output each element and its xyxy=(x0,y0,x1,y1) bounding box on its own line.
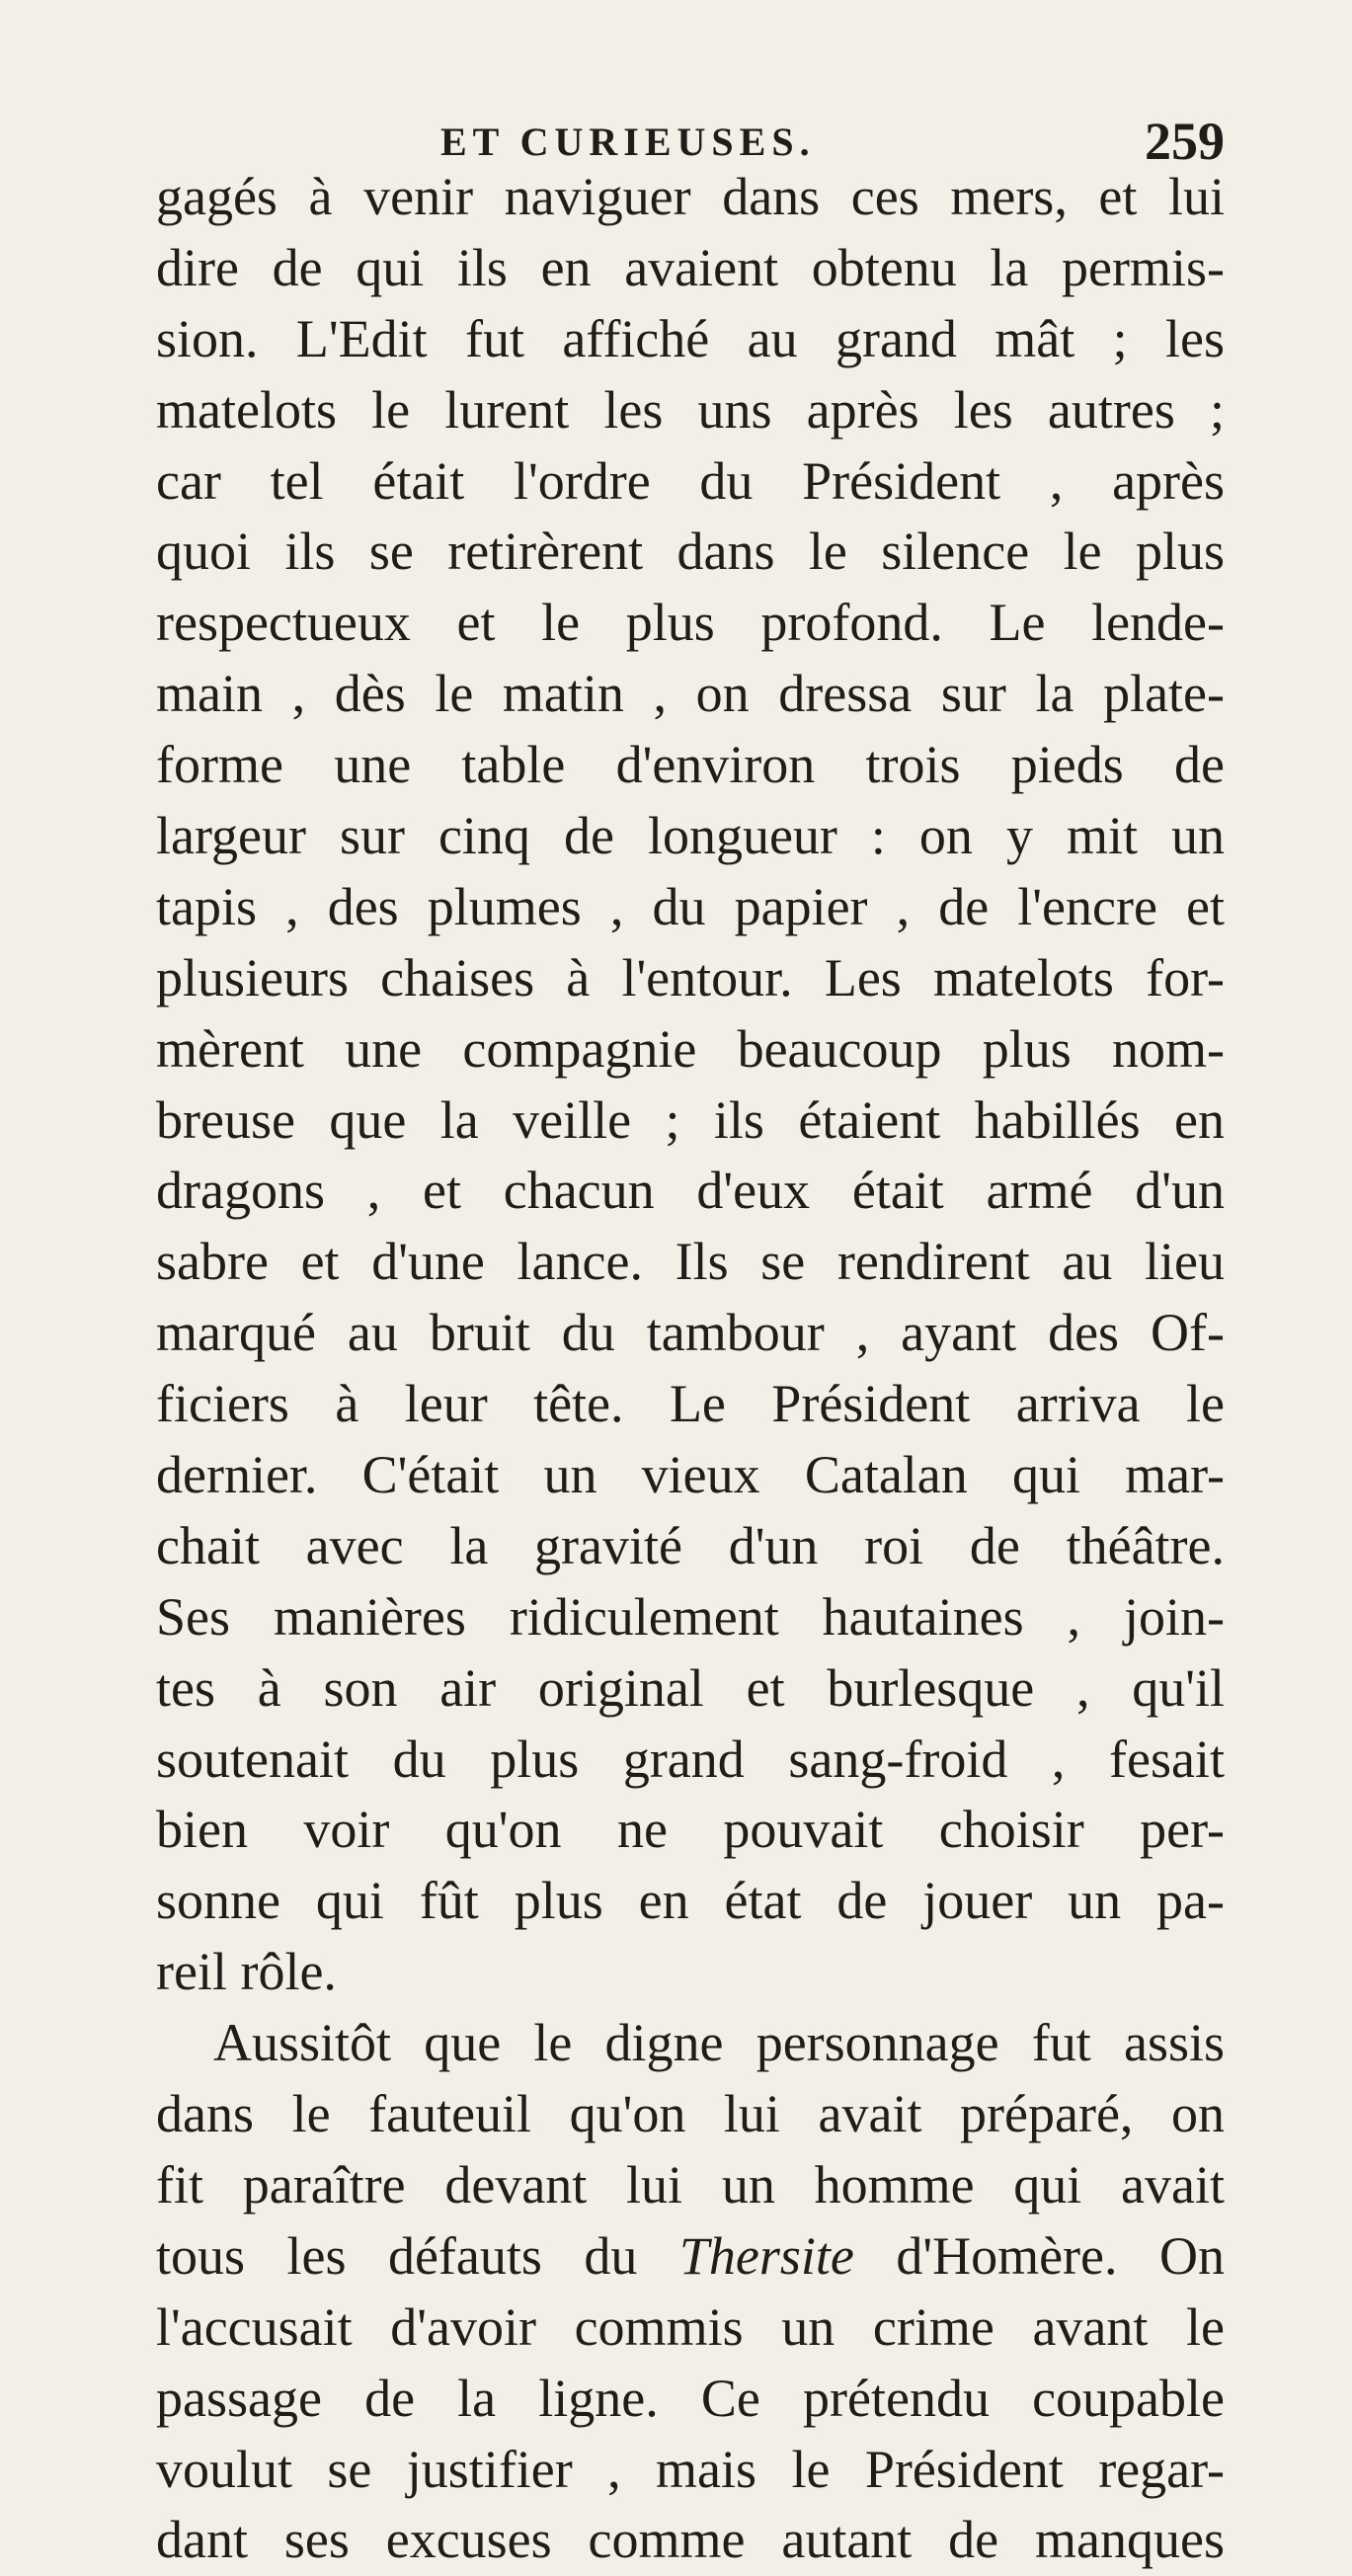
text-line xyxy=(156,2221,1225,2293)
text-line-paragraph-start: Aussitôt que le digne personnage fut assis xyxy=(213,2013,1225,2073)
text-line: passage de la ligne. Ce prétendu coupable xyxy=(156,2368,1225,2428)
text-line: largeur sur cinq de longueur : on y mit un xyxy=(156,806,1225,866)
text-line: sabre et d'une lance. Ils se rendirent au lieu xyxy=(156,1232,1225,1292)
text-line: dant ses excuses comme autant de manques xyxy=(156,2510,1225,2570)
text-line: l'accusait d'avoir commis un crime avant le xyxy=(156,2296,1225,2357)
text-line: ficiers à leur tête. Le Président arriva le xyxy=(156,1374,1225,1434)
text-line: dire de qui ils en avaient obtenu la permis- xyxy=(156,237,1225,297)
text-line: matelots le lurent les uns après les autres ; xyxy=(156,379,1225,440)
body-text xyxy=(156,162,1225,2576)
text-line: bien voir qu'on ne pouvait choisir per- xyxy=(156,1800,1225,1860)
text-line: gagés à venir naviguer dans ces mers, et lui xyxy=(156,167,1225,226)
text-line: dragons , et chacun d'eux était armé d'un xyxy=(156,1161,1225,1221)
text-line: Ses manières ridiculement hautaines , join- xyxy=(156,1586,1225,1647)
text-line-paragraph-end: reil rôle. xyxy=(156,1942,337,2002)
text-segment: tous les défauts du xyxy=(156,2225,679,2286)
text-line: chait avec la gravité d'un roi de théâtre. xyxy=(156,1515,1225,1575)
text-line: car tel était l'ordre du Président , après xyxy=(156,450,1225,511)
text-line: tes à son air original et burlesque , qu'il xyxy=(156,1657,1225,1718)
text-line: mèrent une compagnie beaucoup plus nom- xyxy=(156,1018,1225,1079)
text-line: dernier. C'était un vieux Catalan qui mar- xyxy=(156,1445,1225,1505)
text-line: fit paraître devant lui un homme qui avait xyxy=(156,2154,1225,2214)
text-line: plusieurs chaises à l'entour. Les matelots for- xyxy=(156,947,1225,1007)
text-line: main , dès le matin , on dressa sur la plate- xyxy=(156,664,1225,724)
text-line: tapis , des plumes , du papier , de l'encre et xyxy=(156,876,1225,936)
running-head: ET CURIEUSES. xyxy=(440,120,816,164)
text-line: forme une table d'environ trois pieds de xyxy=(156,735,1225,795)
text-line: soutenait du plus grand sang-froid , fesait xyxy=(156,1729,1225,1789)
italic-name-thersite: Thersite xyxy=(678,2225,854,2286)
page-number: 259 xyxy=(1145,112,1225,171)
text-segment: d'Homère. On xyxy=(853,2225,1225,2286)
text-line: sion. L'Edit fut affiché au grand mât ; les xyxy=(156,308,1225,368)
text-line: respectueux et le plus profond. Le lende- xyxy=(156,593,1225,653)
text-line: quoi ils se retirèrent dans le silence le plus xyxy=(156,522,1225,582)
text-line: voulut se justifier , mais le Président regar- xyxy=(156,2439,1225,2499)
text-line: marqué au bruit du tambour , ayant des Of- xyxy=(156,1303,1225,1363)
text-line: breuse que la veille ; ils étaient habillés en xyxy=(156,1089,1225,1150)
text-line: sonne qui fût plus en état de jouer un pa- xyxy=(156,1871,1225,1931)
text-line: dans le fauteuil qu'on lui avait préparé, on xyxy=(156,2084,1225,2144)
